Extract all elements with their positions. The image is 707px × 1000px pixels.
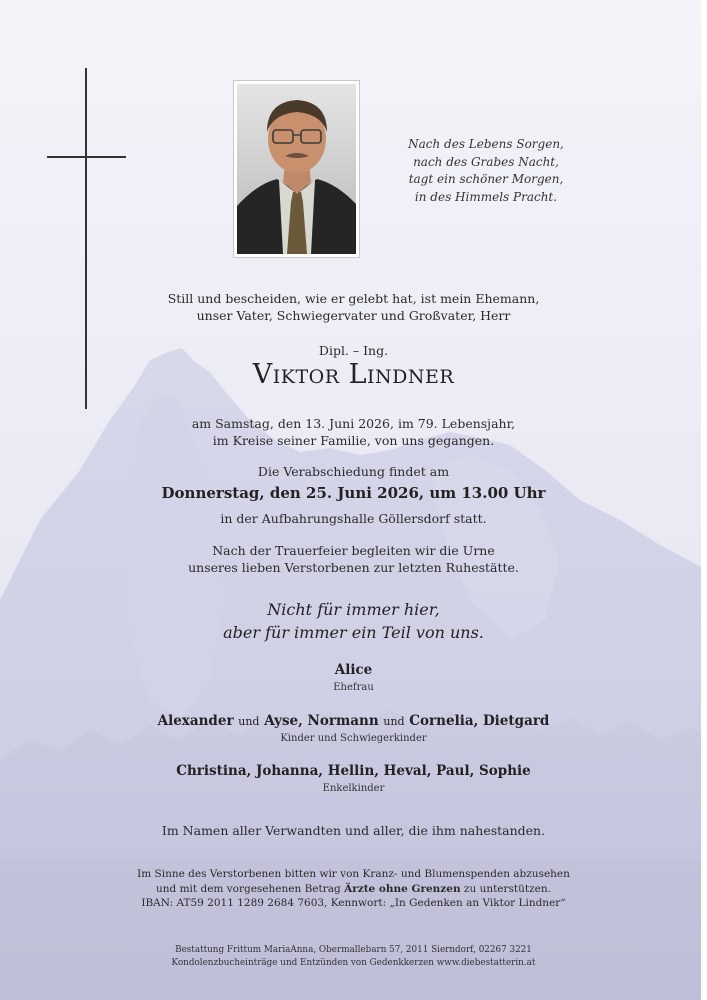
portrait-image [237,84,356,254]
poem-line: Nach des Lebens Sorgen, [408,137,564,151]
poem-line: nach des Grabes Nacht, [413,154,559,169]
memorial-quote [0,598,707,644]
poem-line: tagt ein schöner Morgen, [408,172,564,186]
donation-line [0,882,707,897]
child-name: Ayse, Normann [264,713,379,729]
intro-line: Still und bescheiden, wie er gelebt hat, ist mein Ehemann, [167,291,540,306]
donation-line: IBAN: AT59 2011 1289 2684 7603, Kennwort: „In Gedenken an Viktor Lindner“ [141,897,566,909]
death-notice-line: im Kreise seiner Familie, von uns gegangen. [212,433,495,448]
conjunction: und [238,715,260,728]
poem [390,136,582,206]
children-role: Kinder und Schwiegerkinder [280,733,427,744]
farewell-intro: Die Verabschiedung findet am [257,464,450,479]
grandchildren-names: Christina, Johanna, Hellin, Heval, Paul, Sophie [176,763,531,779]
child-name: Alexander [157,713,234,729]
deceased-name: Viktor Lindner [252,359,455,390]
death-notice-line: am Samstag, den 13. Juni 2026, im 79. Lebensjahr, [191,416,516,431]
quote-line: Nicht für immer hier, [267,600,440,619]
donation-notice [0,867,707,911]
spouse-role: Ehefrau [333,682,374,693]
footer-line: Kondolenzbucheinträge und Entzünden von Gedenkkerzen www.diebestatterin.at [171,957,536,968]
urn-notice-line: unseres lieben Verstorbenen zur letzten Ruhestätte. [188,560,519,575]
footer [0,944,707,969]
urn-notice-line: Nach der Trauerfeier begleiten wir die Urne [212,543,495,558]
charity-name: Ärzte ohne Grenzen [344,882,461,895]
child-name: Cornelia, Dietgard [409,713,550,729]
quote-line: aber für immer ein Teil von uns. [223,623,484,642]
death-notice [0,415,707,449]
children-names [0,713,707,729]
grandchildren-role: Enkelkinder [322,783,385,794]
donation-text: und mit dem vorgesehenen Betrag [156,882,345,895]
donation-line: Im Sinne des Verstorbenen bitten wir von Kranz- und Blumenspenden abzusehen [137,868,570,880]
spouse-name: Alice [334,662,373,678]
farewell-location: in der Aufbahrungshalle Göllersdorf statt. [220,511,487,526]
farewell-date: Donnerstag, den 25. Juni 2026, um 13.00 Uhr [161,484,546,502]
title-prefix: Dipl. – Ing. [318,343,389,358]
closing-text: Im Namen aller Verwandten und aller, die ihm nahestanden. [161,823,546,838]
footer-line: Bestattung Frittum MariaAnna, Obermallebarn 57, 2011 Sierndorf, 02267 3221 [175,945,532,955]
intro-line: unser Vater, Schwiegervater und Großvater, Herr [196,308,511,323]
cross-horizontal-bar [47,156,126,158]
donation-text: zu unterstützen. [460,882,551,895]
poem-line: in des Himmels Pracht. [414,189,558,204]
portrait-photo [233,80,360,258]
urn-notice [0,542,707,576]
intro-text [0,290,707,324]
conjunction: und [383,715,405,728]
